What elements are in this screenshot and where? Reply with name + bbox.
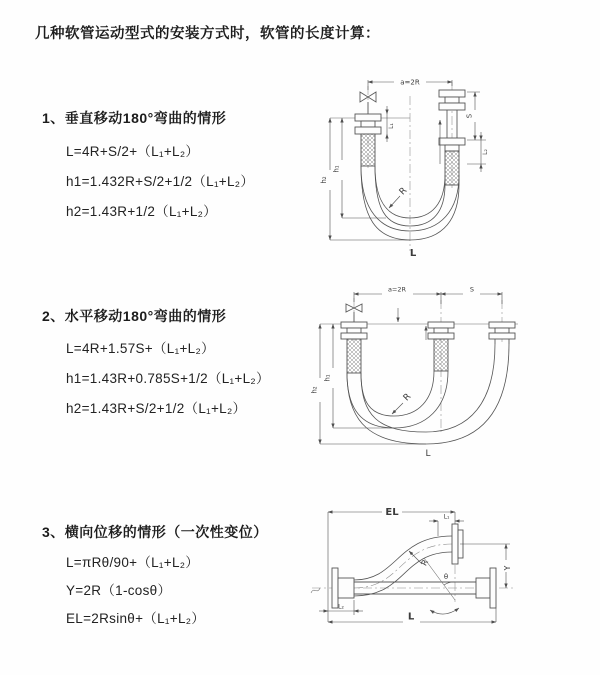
left-flange [332,568,354,608]
label-theta: θ [443,573,449,581]
right-flange-original [476,568,496,608]
section-1-formula-h1: h1=1.432R+S/2+1/2（L₁+L₂） [66,174,255,189]
label-s: S [465,113,474,119]
radius-leader [409,551,430,567]
label-h2: h₂ [320,176,328,184]
diagram-vertical-180-bend [310,68,540,260]
label-l-length: L [409,248,417,259]
label-y: Y [503,565,512,571]
section-3-heading: 3、横向位移的情形（一次性变位） [42,524,268,540]
diagram-lateral-displacement [298,498,583,640]
section-2-heading: 2、水平移动180°弯曲的情形 [42,308,227,324]
label-h2: h₂ [310,386,319,394]
dimension-h2 [311,324,427,444]
pipe-break-mark [311,588,320,593]
dimension-a2r [354,286,502,305]
section-3-formula-Y: Y=2R（1-cosθ） [66,583,172,598]
dimension-l2 [467,132,489,172]
label-el: EL [385,507,399,518]
page-title: 几种软管运动型式的安装方式时，软管的长度计算： [35,26,380,42]
label-l-length: L [407,611,415,623]
label-l2: L₂ [338,603,344,611]
hose-s-curve [354,536,452,596]
section-3-formula-EL: EL=2Rsinθ+（L₁+L₂） [66,611,206,626]
diagram-horizontal-180-bend [306,282,558,460]
label-h1: h₁ [323,374,332,382]
dimension-a2r [368,79,452,91]
section-3-formula-L: L=πRθ/90+（L₁+L₂） [66,555,200,570]
radius-leader [389,186,409,208]
label-s: S [469,285,475,294]
left-pipe-fitting [341,322,367,373]
label-a2r: a=2R [387,285,407,294]
section-2-formula-h1: h1=1.43R+0.785S+1/2（L₁+L₂） [66,371,270,386]
left-pipe-fitting [355,114,381,166]
section-1-formula-L: L=4R+S/2+（L₁+L₂） [66,144,200,159]
hose-u-curves [347,344,509,444]
label-l-length: L [425,449,431,459]
label-r: R [397,185,410,198]
section-2-formula-L: L=4R+1.57S+（L₁+L₂） [66,341,215,356]
radius-leader [392,392,413,414]
label-l1: L₁ [443,513,450,521]
label-l2: L₂ [482,149,489,155]
section-1-heading: 1、垂直移动180°弯曲的情形 [42,110,227,126]
dimension-l1 [387,106,395,142]
middle-pipe-fitting [428,322,454,371]
label-l1: L₁ [388,123,395,129]
section-1-formula-h2: h2=1.43R+1/2（L₁+L₂） [66,204,217,219]
section-2-formula-h2: h2=1.43R+S/2+1/2（L₁+L₂） [66,401,247,416]
label-r: R [401,391,414,404]
label-r: R [419,558,431,568]
label-a2r: a=2R [400,78,420,87]
braided-hose-section [361,134,375,166]
angle-theta [424,558,459,614]
dimension-l2 [319,600,363,615]
valve-icon [360,92,376,114]
braided-hose-section [445,151,459,185]
label-h1: h₁ [332,165,341,173]
dimension-s [441,286,502,295]
dimension-s [466,92,487,140]
dimension-l [328,608,496,623]
